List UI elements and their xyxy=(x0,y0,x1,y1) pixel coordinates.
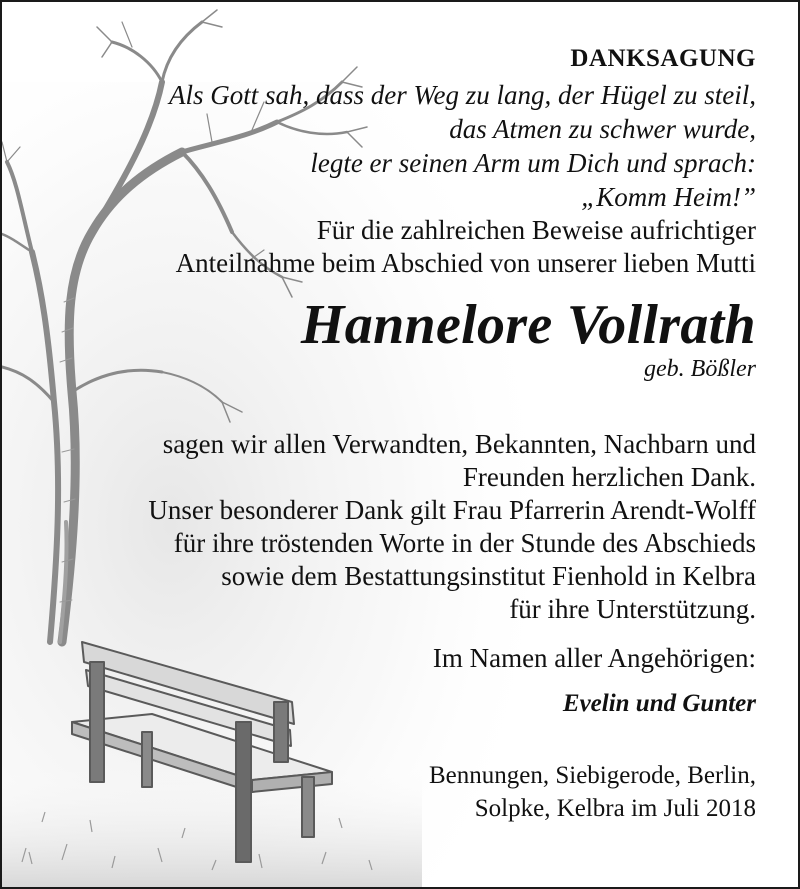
thanks-line: für ihre tröstenden Worte in der Stunde des Abschieds xyxy=(173,528,756,558)
poem-line: Als Gott sah, dass der Weg zu lang, der Hügel zu steil, xyxy=(169,80,756,110)
thanks-text xyxy=(36,428,756,626)
thanks-line: Freunden herzlichen Dank. xyxy=(462,462,756,492)
intro-line: Anteilnahme beim Abschied von unserer lieben Mutti xyxy=(175,248,756,278)
thanks-line: Unser besonderer Dank gilt Frau Pfarrerin Arendt-Wolff xyxy=(148,495,756,525)
thanks-line: sagen wir allen Verwandten, Bekannten, Nachbarn und xyxy=(162,429,756,459)
thanks-line: sowie dem Bestattungsinstitut Fienhold in Kelbra xyxy=(221,561,756,591)
poem-line: legte er seinen Arm um Dich und sprach: xyxy=(310,148,756,178)
thanks-line: für ihre Unterstützung. xyxy=(509,594,756,624)
poem xyxy=(36,78,756,214)
notice-text xyxy=(36,40,756,825)
poem-line: „Komm Heim!” xyxy=(581,182,756,212)
place-line: Bennungen, Siebigerode, Berlin, xyxy=(428,762,756,789)
notice-heading: DANKSAGUNG xyxy=(570,45,756,72)
place-line: Solpke, Kelbra im Juli 2018 xyxy=(474,795,756,822)
signatories: Evelin und Gunter xyxy=(562,690,756,717)
place-date xyxy=(36,759,756,825)
closing xyxy=(36,642,756,721)
birth-name: geb. Bößler xyxy=(644,356,756,382)
on-behalf-line: Im Namen aller Angehörigen: xyxy=(432,643,756,673)
deceased-name: Hannelore Vollrath xyxy=(300,294,756,356)
intro-line: Für die zahlreichen Beweise aufrichtiger xyxy=(316,215,756,245)
poem-line: das Atmen zu schwer wurde, xyxy=(449,114,756,144)
